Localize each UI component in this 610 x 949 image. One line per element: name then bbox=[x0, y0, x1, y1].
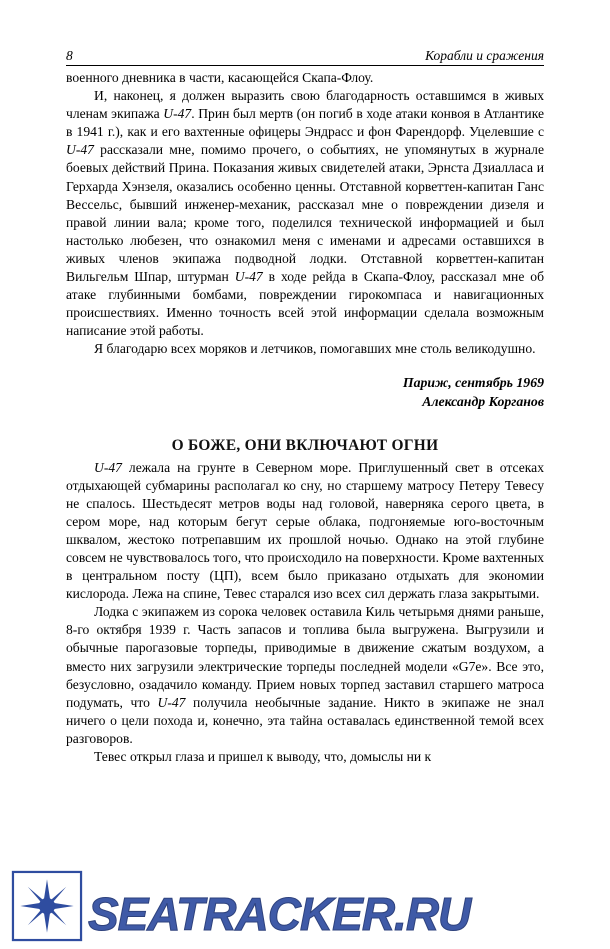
ship-designation: U-47 bbox=[157, 694, 186, 710]
ship-designation: U-47 bbox=[163, 106, 192, 122]
page-header bbox=[66, 48, 544, 66]
paragraph: U-47 лежала на грунте в Северном море. Приглушенный свет в отсеках отдыхающей субмарины располагал ко сну, но старшему матросу Петеру Тевесу не спалось. Шестьдесят метров воды над головой, наверняка серого цвета, в сером море, над которым бегут серые облака, подгоняемые юго-восточным шквалом, жестоко потрепавшим их прошлой ночью. Однако на этой глубине совсем не чувствовалось того, что происходило на поверхности. Кроме вахтенных в центральном посту (ЦП), всем было приказано отдыхать для экономии кислорода. Лежа на спине, Тевес старался изо всех сил держать глаза закрытыми. bbox=[66, 459, 544, 602]
ship-designation: U-47 bbox=[94, 459, 122, 475]
body-text bbox=[66, 69, 544, 359]
paragraph: Тевес открыл глаза и пришел к выводу, что, домыслы ни к bbox=[94, 749, 432, 764]
paragraph: военного дневника в части, касающейся Скапа-Флоу. bbox=[66, 70, 374, 85]
watermark-text: SEATRACKER.RU bbox=[88, 888, 471, 940]
paragraph: И, наконец, я должен выразить свою благодарность оставшимся в живых членам экипажа U-47. Прин был мертв (он погиб в ходе атаки конвоя в Атлантике в 1941 г.), как и его вахтенные офицеры Эндрасс и фон Фарендорф. Уцелевшие с U-47 рассказали мне, помимо прочего, о событиях, не упомянутых в журнале боевых действий Прина. Показания живых свидетелей атаки, Эрнста Дзиалласа и Герхарда Хэнзеля, оказались особенно ценны. Отставной корветтен-капитан Ганс Вессельс, бывший инженер-механик, рассказал мне о повреждении дизеля и правой линии вала; кроме того, поделился технической информацией и был настолько любезен, что ознакомил меня с именами и адресами оставшихся в живых членов экипажа подводной лодки. Отставной корветтен-капитан Вильгельм Шпар, штурман U-47 в ходе рейда в Скапа-Флоу, рассказал мне об атаке глубинными бомбами, повреждении гирокомпаса и навигационных происшествиях. Именно точность всей этой информации сделала возможным написание этой работы. bbox=[66, 88, 545, 339]
chapter-title: О БОЖЕ, ОНИ ВКЛЮЧАЮТ ОГНИ bbox=[171, 436, 439, 454]
signature-block bbox=[66, 373, 544, 411]
chapter-body-text bbox=[66, 459, 544, 767]
ship-designation: U-47 bbox=[66, 142, 94, 158]
paragraph: Лодка с экипажем из сорока человек оставила Киль четырьмя днями раньше, 8-го октября 1939 г. Часть запасов и топлива была выгружена. Выгрузили и обычные парогазовые торпеды, приводимые в движение сжатым воздухом, а вместо них загрузили электрические торпеды последней модели «G7e». Все это, безусловно, озадачило команду. Прием новых торпед заставил старшего матроса подумать, что U-47 получила необычные задание. Никто в экипаже не знал ничего о цели похода и, конечно, эта тайна оставалась единственной темой всех разговоров. bbox=[66, 604, 544, 746]
running-title: Корабли и сражения bbox=[425, 48, 544, 63]
signature-line: Александр Корганов bbox=[422, 393, 544, 409]
paragraph: Я благодарю всех моряков и летчиков, помогавших мне столь великодушно. bbox=[94, 341, 536, 357]
page-number: 8 bbox=[66, 48, 73, 63]
signature-line: Париж, сентябрь 1969 bbox=[402, 374, 544, 390]
ship-designation: U-47 bbox=[234, 269, 263, 285]
